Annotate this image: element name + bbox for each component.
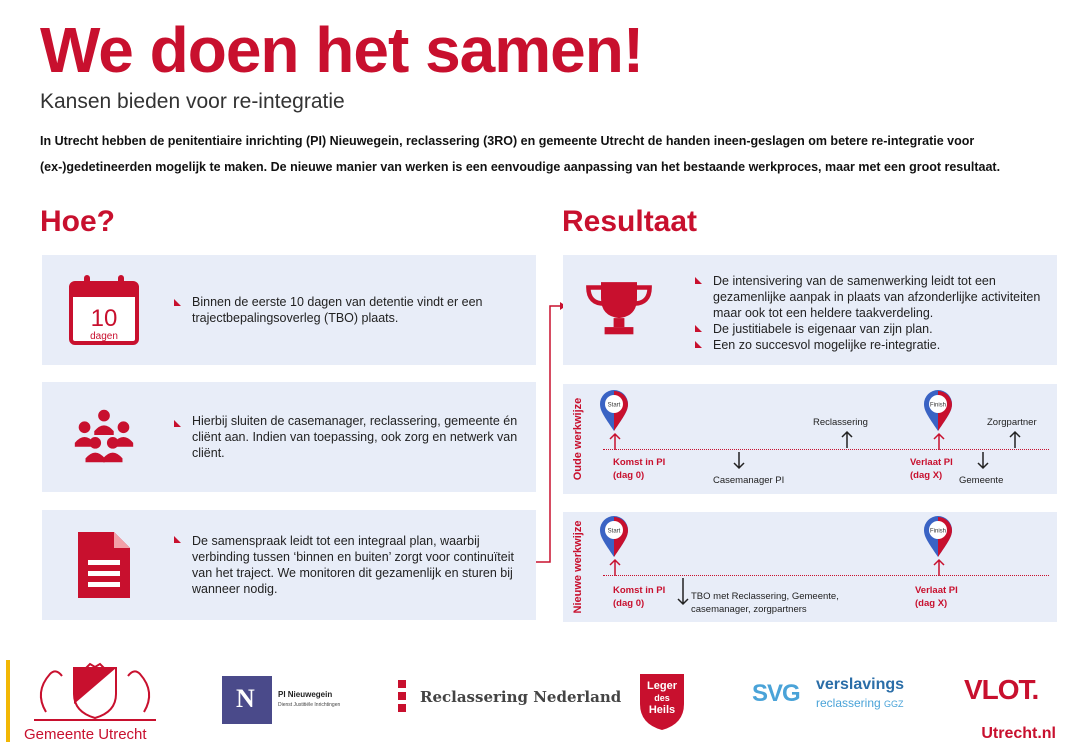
resultaat-item xyxy=(713,273,1043,321)
svg-text:Finish: Finish xyxy=(929,402,947,409)
verlaat-label: Verlaat PI (dag X) xyxy=(910,457,953,481)
pi-logo-mark: N xyxy=(222,676,272,724)
bullet-marker xyxy=(695,325,702,332)
resultaat-heading: Resultaat xyxy=(562,205,698,238)
calendar-unit: dagen xyxy=(90,331,118,342)
reclassering-text: Reclassering Nederland xyxy=(420,688,622,706)
gemeente-label: Gemeente xyxy=(959,475,1004,486)
timeline-line xyxy=(603,575,1049,576)
resultaat-item-text: De intensivering van de samenwerking leidt tot een gezamenlijke aanpak in plaats van afzonderlijke activiteiten maar ook tot een heldere taakverdeling. xyxy=(713,274,1041,320)
komst-label: Komst in PI (dag 0) xyxy=(613,457,666,481)
arrow-up-icon xyxy=(933,558,945,576)
svg-text:Start: Start xyxy=(607,528,621,535)
coat-of-arms-icon xyxy=(24,662,166,722)
resultaat-item xyxy=(713,321,1043,337)
reclassering-mark-icon xyxy=(398,680,408,720)
calendar-icon xyxy=(68,273,140,347)
page-subtitle: Kansen bieden voor re-integratie xyxy=(40,90,345,113)
vlot-logo: VLOT. xyxy=(964,674,1039,705)
tbo-label: TBO met Reclassering, Gemeente, casemanager, zorgpartners xyxy=(691,591,839,615)
hoe-card-participants xyxy=(42,382,536,492)
pi-nieuwegein-logo xyxy=(222,676,370,724)
calendar-day: 10 xyxy=(90,305,118,332)
hoe-card-plan xyxy=(42,510,536,620)
leger-text: Leger des Heils xyxy=(647,680,677,716)
start-pin-icon xyxy=(599,390,629,432)
svg-line2: reclassering GGZ xyxy=(816,696,904,710)
arrow-up-icon xyxy=(933,432,945,450)
intro-text: In Utrecht hebben de penitentiaire inrichting (PI) Nieuwegein, reclassering (3RO) en gemeente Utrecht de handen ineen-geslagen om betere re-integratie voor (ex-)gedetineerden mogelijk te maken. De nieuwe manier van werken is een eenvoudige aanpassing van het bestaande werkproces, maar met een groot resultaat. xyxy=(40,134,1001,174)
reclassering-nederland-logo xyxy=(398,680,622,720)
arrow-down-icon xyxy=(677,578,689,606)
hoe-text-3: De samenspraak leidt tot een integraal plan, waarbij verbinding tussen ‘binnen en buiten’ zorgt voor continuïteit van het traject. We monitoren dit gezamenlijk en sturen bij wanneer nodig. xyxy=(192,534,514,596)
finish-pin-icon xyxy=(923,390,953,432)
yellow-accent-bar xyxy=(6,660,10,742)
bullet-marker xyxy=(695,277,702,284)
resultaat-item xyxy=(713,337,1043,353)
zorgpartner-label: Zorgpartner xyxy=(987,417,1037,428)
timeline-label: Oude werkwijze xyxy=(572,397,584,481)
bullet-marker xyxy=(174,299,181,306)
pi-subtitle: Dienst Justitiële Inrichtingen xyxy=(278,702,341,708)
utrecht-url-link[interactable]: Utrecht.nl xyxy=(981,725,1056,742)
casemanager-label: Casemanager PI xyxy=(713,475,785,486)
resultaat-item-text: De justitiabele is eigenaar van zijn plan. xyxy=(713,322,933,336)
start-pin-icon xyxy=(599,516,629,558)
reclassering-label: Reclassering xyxy=(813,417,868,428)
bullet-marker xyxy=(174,536,181,543)
svg-text:Start: Start xyxy=(607,402,621,409)
svg-text:Finish: Finish xyxy=(929,528,947,535)
finish-pin-icon xyxy=(923,516,953,558)
people-group-icon xyxy=(68,400,140,474)
timeline-line xyxy=(603,449,1049,450)
arrow-up-icon xyxy=(1009,430,1021,448)
arrow-up-icon xyxy=(841,430,853,448)
arrow-down-icon xyxy=(977,452,989,470)
bullet-marker xyxy=(174,420,181,427)
arrow-down-icon xyxy=(733,452,745,470)
svg-verslavingsreclassering-logo xyxy=(752,676,932,716)
hoe-text-2: Hierbij sluiten de casemanager, reclassering, gemeente én cliënt aan. Indien van toepassing, ook zorg en netwerk van cliënt. xyxy=(192,414,518,460)
page-title: We doen het samen! xyxy=(40,14,644,86)
leger-des-heils-logo xyxy=(634,670,690,732)
timeline-oude-werkwijze xyxy=(563,384,1057,494)
verlaat-label: Verlaat PI (dag X) xyxy=(915,585,958,609)
hoe-card-tbo xyxy=(42,255,536,365)
trophy-icon xyxy=(583,273,655,347)
document-icon xyxy=(68,528,140,602)
resultaat-item-text: Een zo succesvol mogelijke re-integratie. xyxy=(713,338,941,352)
timeline-nieuwe-werkwijze xyxy=(563,512,1057,622)
svg-mark-icon: SVG xyxy=(752,680,800,707)
bullet-marker xyxy=(695,341,702,348)
gemeente-utrecht-logo xyxy=(24,662,166,744)
hoe-heading: Hoe? xyxy=(40,205,115,238)
arrow-up-icon xyxy=(609,558,621,576)
pi-title: PI Nieuwegein xyxy=(278,690,333,699)
resultaat-card xyxy=(563,255,1057,365)
komst-label: Komst in PI (dag 0) xyxy=(613,585,666,609)
hoe-text-1: Binnen de eerste 10 dagen van detentie vindt er een trajectbepalingsoverleg (TBO) plaats. xyxy=(192,295,483,325)
resultaat-list xyxy=(713,273,1043,353)
connector-line xyxy=(536,300,566,570)
arrow-up-icon xyxy=(609,432,621,450)
timeline-label: Nieuwe werkwijze xyxy=(572,520,584,614)
svg-line1: verslavings xyxy=(816,676,905,693)
gemeente-utrecht-text: Gemeente Utrecht xyxy=(24,726,147,743)
